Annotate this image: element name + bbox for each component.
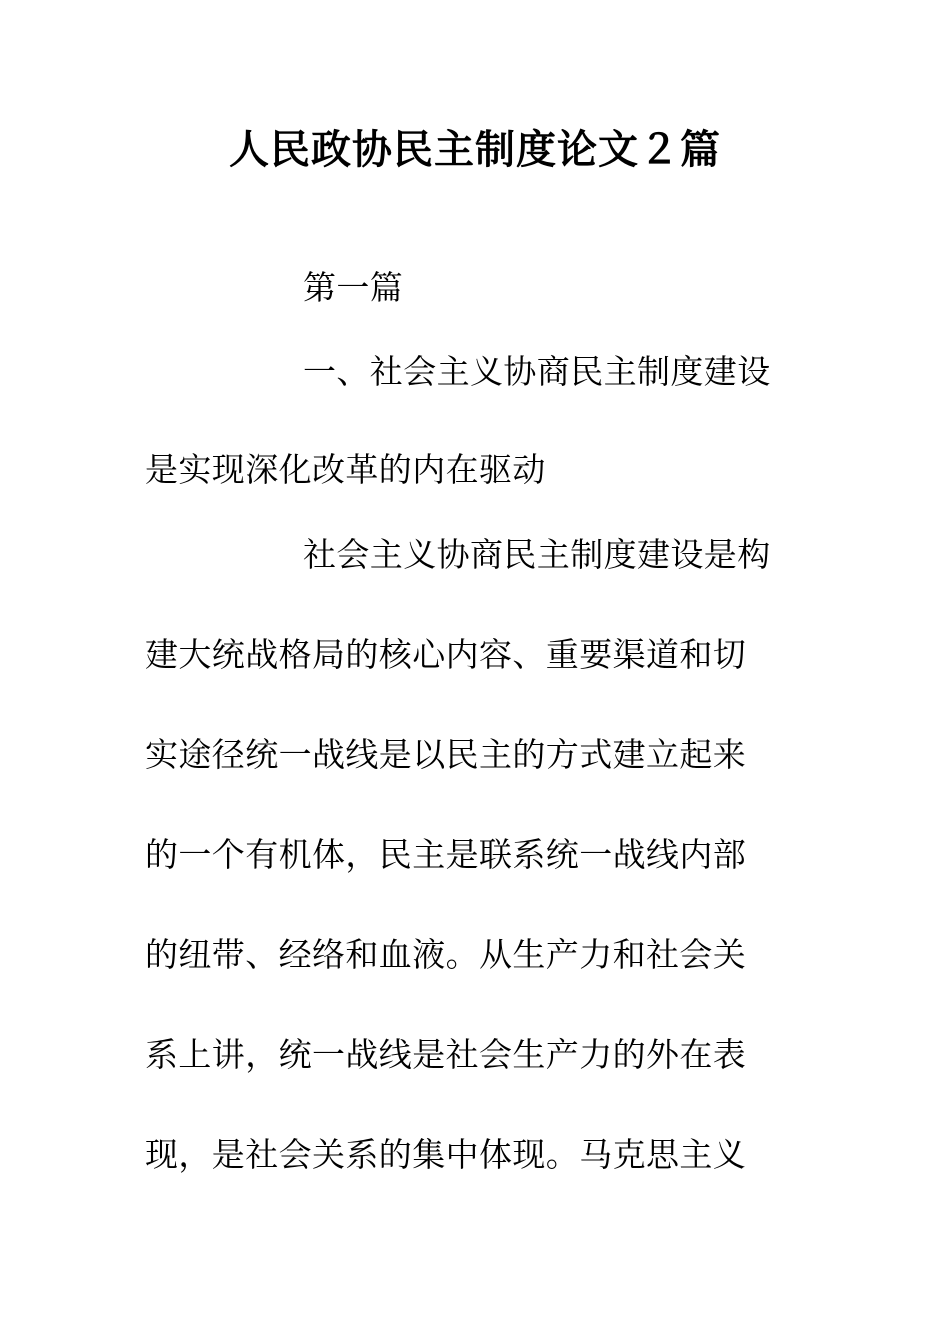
paragraph-line: 社会主义协商民主制度建设是构 (303, 535, 771, 574)
section-heading-line-1: 一、社会主义协商民主制度建设 (303, 352, 771, 391)
paragraph-line: 现，是社会关系的集中体现。马克思主义 (145, 1135, 747, 1174)
section-heading-line-2: 是实现深化改革的内在驱动 (145, 450, 546, 489)
paragraph-line: 系上讲，统一战线是社会生产力的外在表 (145, 1035, 747, 1074)
paragraph-line: 的一个有机体，民主是联系统一战线内部 (145, 835, 747, 874)
paragraph-line: 的纽带、经络和血液。从生产力和社会关 (145, 935, 747, 974)
document-title: 人民政协民主制度论文２篇 (229, 126, 721, 173)
paragraph-line: 建大统战格局的核心内容、重要渠道和切 (145, 635, 747, 674)
section-label: 第一篇 (303, 268, 404, 307)
paragraph-line: 实途径统一战线是以民主的方式建立起来 (145, 735, 747, 774)
